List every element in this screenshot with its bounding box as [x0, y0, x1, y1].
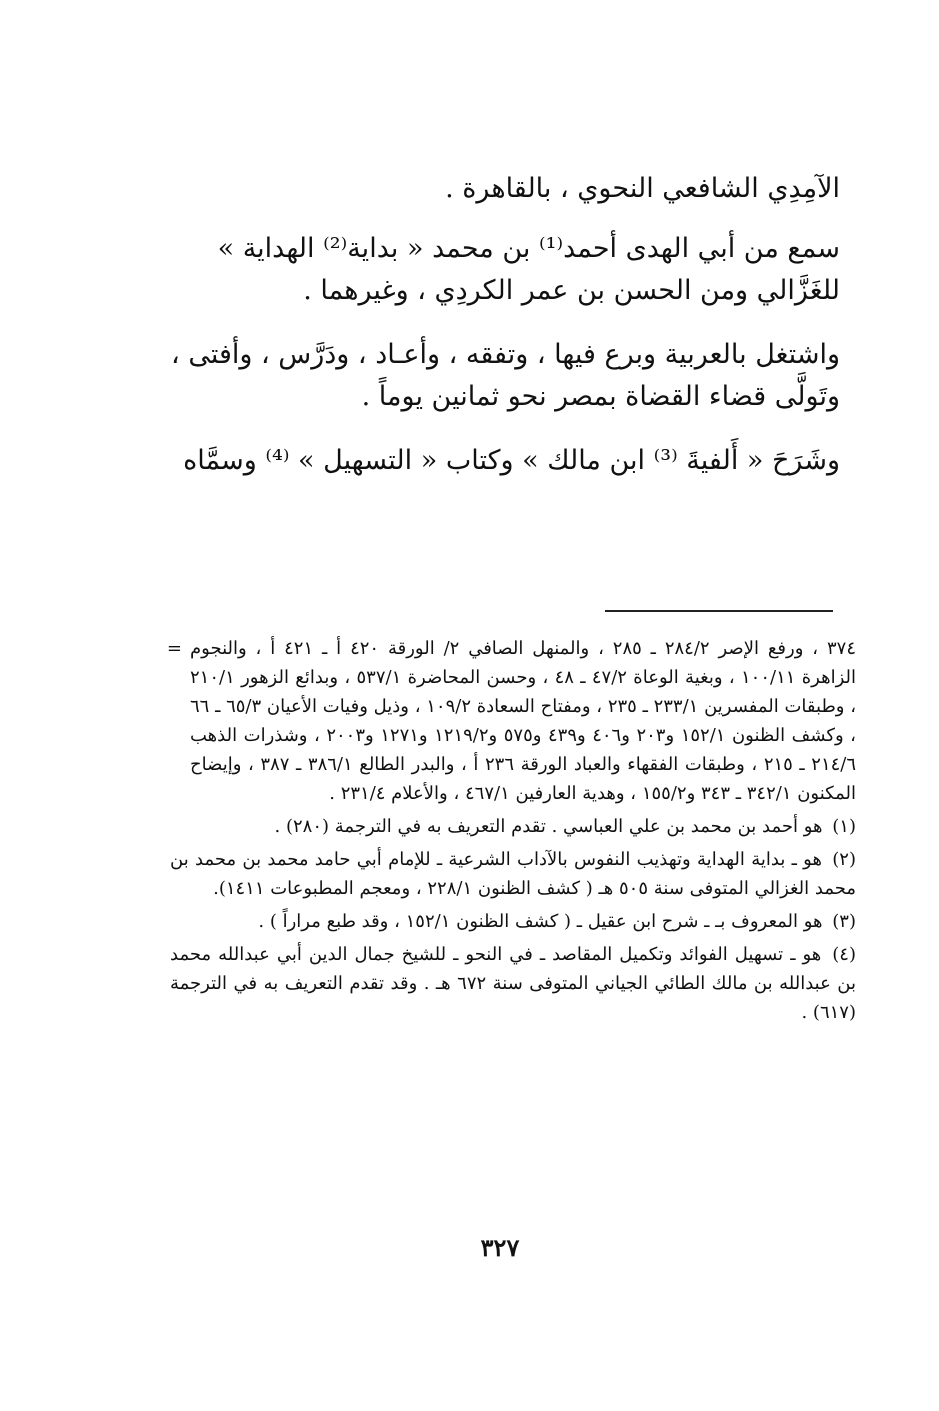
footnote-number: (٢)	[832, 849, 856, 870]
main-paragraph-2: سمع من أبي الهدى أحمد⁽¹⁾ بن محمد « بداية⁽²⁾ الهداية » للغَزَّالي ومن الحسن بن عمر الكردِي ، وغيرهما .	[217, 233, 840, 306]
continuation-mark: =	[166, 638, 182, 659]
main-paragraph-1: الآمِدِي الشافعي النحوي ، بالقاهرة .	[445, 173, 840, 204]
main-text	[150, 168, 840, 504]
footnote-4	[170, 940, 856, 1027]
footnote-number: (٤)	[832, 944, 856, 965]
page-number: ٣٢٧	[480, 1233, 520, 1262]
footnote-number: (١)	[832, 816, 856, 837]
footnotes	[166, 634, 857, 1031]
footnote-3	[170, 907, 856, 936]
footnote-separator	[605, 610, 833, 612]
footnote-continuation-text: ٣٧٤ ، ورفع الإصر ٢٨٤/٢ ـ ٢٨٥ ، والمنهل الصافي ٢/ الورقة ٤٢٠ أ ـ ٤٢١ أ ، والنجوم الزاهرة ١٠٠/١١ ، وبغية الوعاة ٤٧/٢ ـ ٤٨ ، وحسن المحاضرة ٥٣٧/١ ، وبدائع الزهور ٢١٠/١ ، وطبقات المفسرين ٢٣٣/١ ـ ٢٣٥ ، ومفتاح السعادة ١٠٩/٢ ، وذيل وفيات الأعيان ٦٥/٣ ـ ٦٦ ، وكشف الظنون ١٥٢/١ و٢٠٣ و٤٠٦ و٤٣٩ و٥٧٥ و١٢١٩/٢ و١٢٧١ و٢٠٠٣ ، وشذرات الذهب ٢١٤/٦ ـ ٢١٥ ، وطبقات الفقهاء والعباد الورقة ٢٣٦ أ ، والبدر الطالع ٣٨٦/١ ـ ٣٨٧ ، وإيضاح المكنون ٣٤٢/١ ـ ٣٤٣ و١٥٥/٢ ، وهدية العارفين ٤٦٧/١ ، والأعلام ٢٣١/٤ .	[190, 638, 857, 804]
footnote-2	[170, 845, 856, 903]
footnote-number: (٣)	[832, 911, 856, 932]
footnote-1	[170, 812, 856, 841]
footnote-continuation	[166, 634, 857, 808]
footnote-text: هو ـ تسهيل الفوائد وتكميل المقاصد ـ في النحو ـ للشيخ جمال الدين أبي عبدالله محمد بن عبدالله بن مالك الطائي الجياني المتوفى سنة ٦٧٢ هـ . وقد تقدم التعريف به في الترجمة (٦١٧) .	[170, 944, 856, 1023]
main-paragraph-4: وشَرَحَ « أَلفيةَ ⁽³⁾ ابن مالك » وكتاب « التسهيل » ⁽⁴⁾ وسمَّاه	[183, 445, 840, 476]
footnote-text: هو المعروف بـ ـ شرح ابن عقيل ـ ( كشف الظنون ١٥٢/١ ، وقد طبع مراراً ) .	[258, 911, 823, 932]
footnote-text: هو ـ بداية الهداية وتهذيب النفوس بالآداب الشرعية ـ للإمام أبي حامد محمد بن محمد بن محمد الغزالي المتوفى سنة ٥٠٥ هـ ( كشف الظنون ٢٢٨/١ ، ومعجم المطبوعات ١٤١١).	[170, 849, 856, 899]
main-paragraph-3: واشتغل بالعربية وبرع فيها ، وتفقه ، وأعـاد ، ودَرَّس ، وأفتى ، وتَولَّى قضاء القضاة بمصر نحو ثمانين يوماً .	[171, 339, 840, 412]
footnote-text: هو أحمد بن محمد بن علي العباسي . تقدم التعريف به في الترجمة (٢٨٠) .	[274, 816, 823, 837]
